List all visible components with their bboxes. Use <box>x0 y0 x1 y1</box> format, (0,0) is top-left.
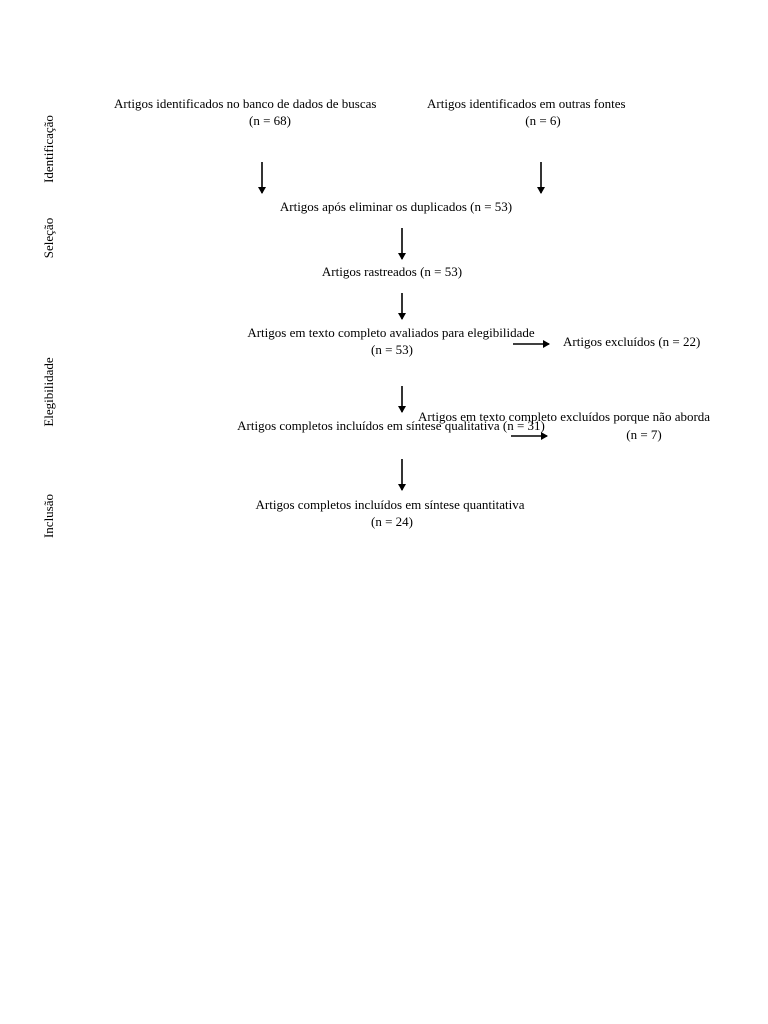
box-other-sources-count: (n = 6) <box>525 113 561 128</box>
box-quantitative-line1: Artigos completos incluídos em síntese quantitativa <box>255 497 525 512</box>
box-full-text-excluded-count: (n = 7) <box>626 427 662 442</box>
box-after-duplicates: Artigos após eliminar os duplicados (n = 53) <box>279 199 513 214</box>
box-full-text-assessed-count: (n = 53) <box>371 342 413 357</box>
stage-label-selecao: Seleção <box>41 217 56 259</box>
box-full-text-excluded-line1: Artigos em texto completo excluídos porque não aborda <box>418 409 711 424</box>
box-screened: Artigos rastreados (n = 53) <box>321 264 463 279</box>
stage-label-elegibilidade: Elegibilidade <box>41 357 56 427</box>
box-excluded: Artigos excluídos (n = 22) <box>563 334 701 349</box>
box-full-text-assessed-line1: Artigos em texto completo avaliados para elegibilidade <box>247 325 535 340</box>
box-qualitative: Artigos completos incluídos em síntese qualitativa (n = 31) <box>237 418 545 433</box>
box-database-line1: Artigos identificados no banco de dados de buscas <box>114 96 377 111</box>
box-database-count: (n = 68) <box>249 113 291 128</box>
stage-label-inclusao: Inclusão <box>41 493 56 539</box>
box-other-sources-line1: Artigos identificados em outras fontes <box>427 96 626 111</box>
stage-label-identificacao: Identificação <box>41 115 56 183</box>
box-quantitative-count: (n = 24) <box>371 514 413 529</box>
